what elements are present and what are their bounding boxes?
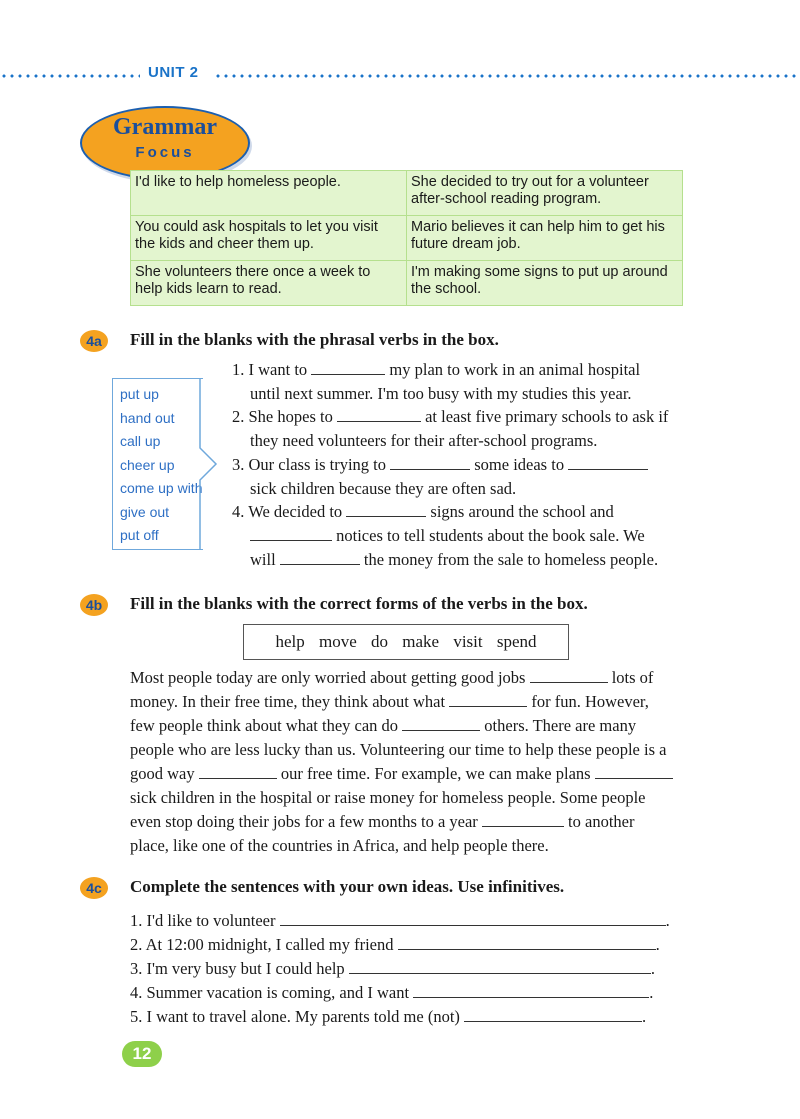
box-arrow-icon	[198, 378, 218, 551]
paragraph-line: money. In their free time, they think about what for fun. However,	[130, 692, 649, 711]
exercise-line: until next summer. I'm too busy with my studies this year.	[250, 384, 632, 403]
answer-line[interactable]	[280, 912, 666, 926]
table-cell: I'm making some signs to put up around the school.	[407, 261, 683, 306]
answer-line[interactable]	[398, 936, 656, 950]
section-4b-instruction: Fill in the blanks with the correct forms of the verbs in the box.	[130, 594, 588, 613]
answer-blank[interactable]	[449, 693, 527, 707]
answer-line[interactable]	[413, 984, 649, 998]
grammar-focus-title: Grammar	[113, 114, 217, 140]
section-4b-marker: 4b	[80, 594, 108, 616]
verb-box: help move do make visit spend	[243, 624, 569, 660]
paragraph-line: Most people today are only worried about getting good jobs lots of	[130, 668, 654, 687]
answer-blank[interactable]	[311, 361, 385, 375]
grammar-examples-table	[130, 170, 683, 306]
paragraph-line: few people think about what they can do others. There are many	[130, 716, 637, 735]
section-4a-instruction: Fill in the blanks with the phrasal verbs in the box.	[130, 330, 499, 349]
exercise-line: 1. I want to my plan to work in an animal hospital	[232, 360, 641, 379]
answer-blank[interactable]	[530, 669, 608, 683]
exercise-line: sick children because they are often sad.	[250, 479, 517, 498]
answer-blank[interactable]	[346, 503, 426, 517]
table-cell: You could ask hospitals to let you visit the kids and cheer them up.	[131, 216, 407, 261]
header-dots-right	[214, 74, 796, 78]
answer-blank[interactable]	[280, 551, 360, 565]
table-cell: I'd like to help homeless people.	[131, 171, 407, 216]
answer-blank[interactable]	[250, 527, 332, 541]
section-4c-marker: 4c	[80, 877, 108, 899]
answer-blank[interactable]	[482, 813, 564, 827]
unit-label: UNIT 2	[148, 64, 199, 81]
section-4c-instruction: Complete the sentences with your own ideas. Use infinitives.	[130, 877, 565, 896]
box-word: come up with	[120, 480, 203, 496]
exercise-line: will the money from the sale to homeless people.	[250, 550, 659, 569]
paragraph-line: sick children in the hospital or raise money for homeless people. Some people	[130, 788, 646, 807]
table-row	[131, 261, 683, 306]
table-cell: Mario believes it can help him to get his future dream job.	[407, 216, 683, 261]
answer-blank[interactable]	[390, 456, 470, 470]
paragraph-line: place, like one of the countries in Africa, and help people there.	[130, 836, 549, 855]
table-row	[131, 216, 683, 261]
table-cell: She decided to try out for a volunteer after-school reading program.	[407, 171, 683, 216]
answer-blank[interactable]	[402, 717, 480, 731]
box-word: give out	[120, 503, 170, 520]
section-4a-marker: 4a	[80, 330, 108, 352]
answer-line[interactable]	[349, 960, 651, 974]
table-cell: She volunteers there once a week to help kids learn to read.	[131, 261, 407, 306]
paragraph-line: people who are less lucky than us. Volunteering our time to help these people is a	[130, 740, 667, 759]
exercise-line: 4. We decided to signs around the school and	[232, 502, 614, 521]
box-word: hand out	[120, 409, 175, 426]
sentence-item: 1. I'd like to volunteer .	[130, 911, 670, 930]
exercise-line: 2. She hopes to at least five primary schools to ask if	[232, 407, 669, 426]
sentence-item: 4. Summer vacation is coming, and I want .	[130, 983, 654, 1002]
answer-line[interactable]	[464, 1008, 642, 1022]
header-dots-left	[0, 74, 140, 78]
paragraph-line: good way our free time. For example, we can make plans	[130, 764, 673, 784]
box-word: cheer up	[120, 456, 175, 473]
answer-blank[interactable]	[568, 456, 648, 470]
grammar-focus-badge	[80, 106, 250, 180]
answer-blank[interactable]	[199, 765, 277, 779]
paragraph-line: even stop doing their jobs for a few months to a year to another	[130, 812, 635, 831]
box-word: call up	[120, 433, 161, 449]
table-row	[131, 171, 683, 216]
exercise-line: 3. Our class is trying to some ideas to	[232, 455, 648, 475]
sentence-item: 2. At 12:00 midnight, I called my friend .	[130, 935, 660, 954]
phrasal-verb-box	[112, 378, 203, 550]
sentence-item: 3. I'm very busy but I could help .	[130, 959, 655, 978]
box-word: put up	[120, 386, 159, 402]
answer-blank[interactable]	[595, 765, 673, 779]
box-word: put off	[120, 527, 159, 543]
page-number: 12	[122, 1041, 162, 1067]
answer-blank[interactable]	[337, 408, 421, 422]
exercise-line: they need volunteers for their after-school programs.	[250, 431, 598, 450]
grammar-focus-subtitle: Focus	[135, 144, 195, 161]
sentence-item: 5. I want to travel alone. My parents told me (not) .	[130, 1007, 647, 1026]
exercise-line: notices to tell students about the book sale. We	[250, 526, 645, 546]
